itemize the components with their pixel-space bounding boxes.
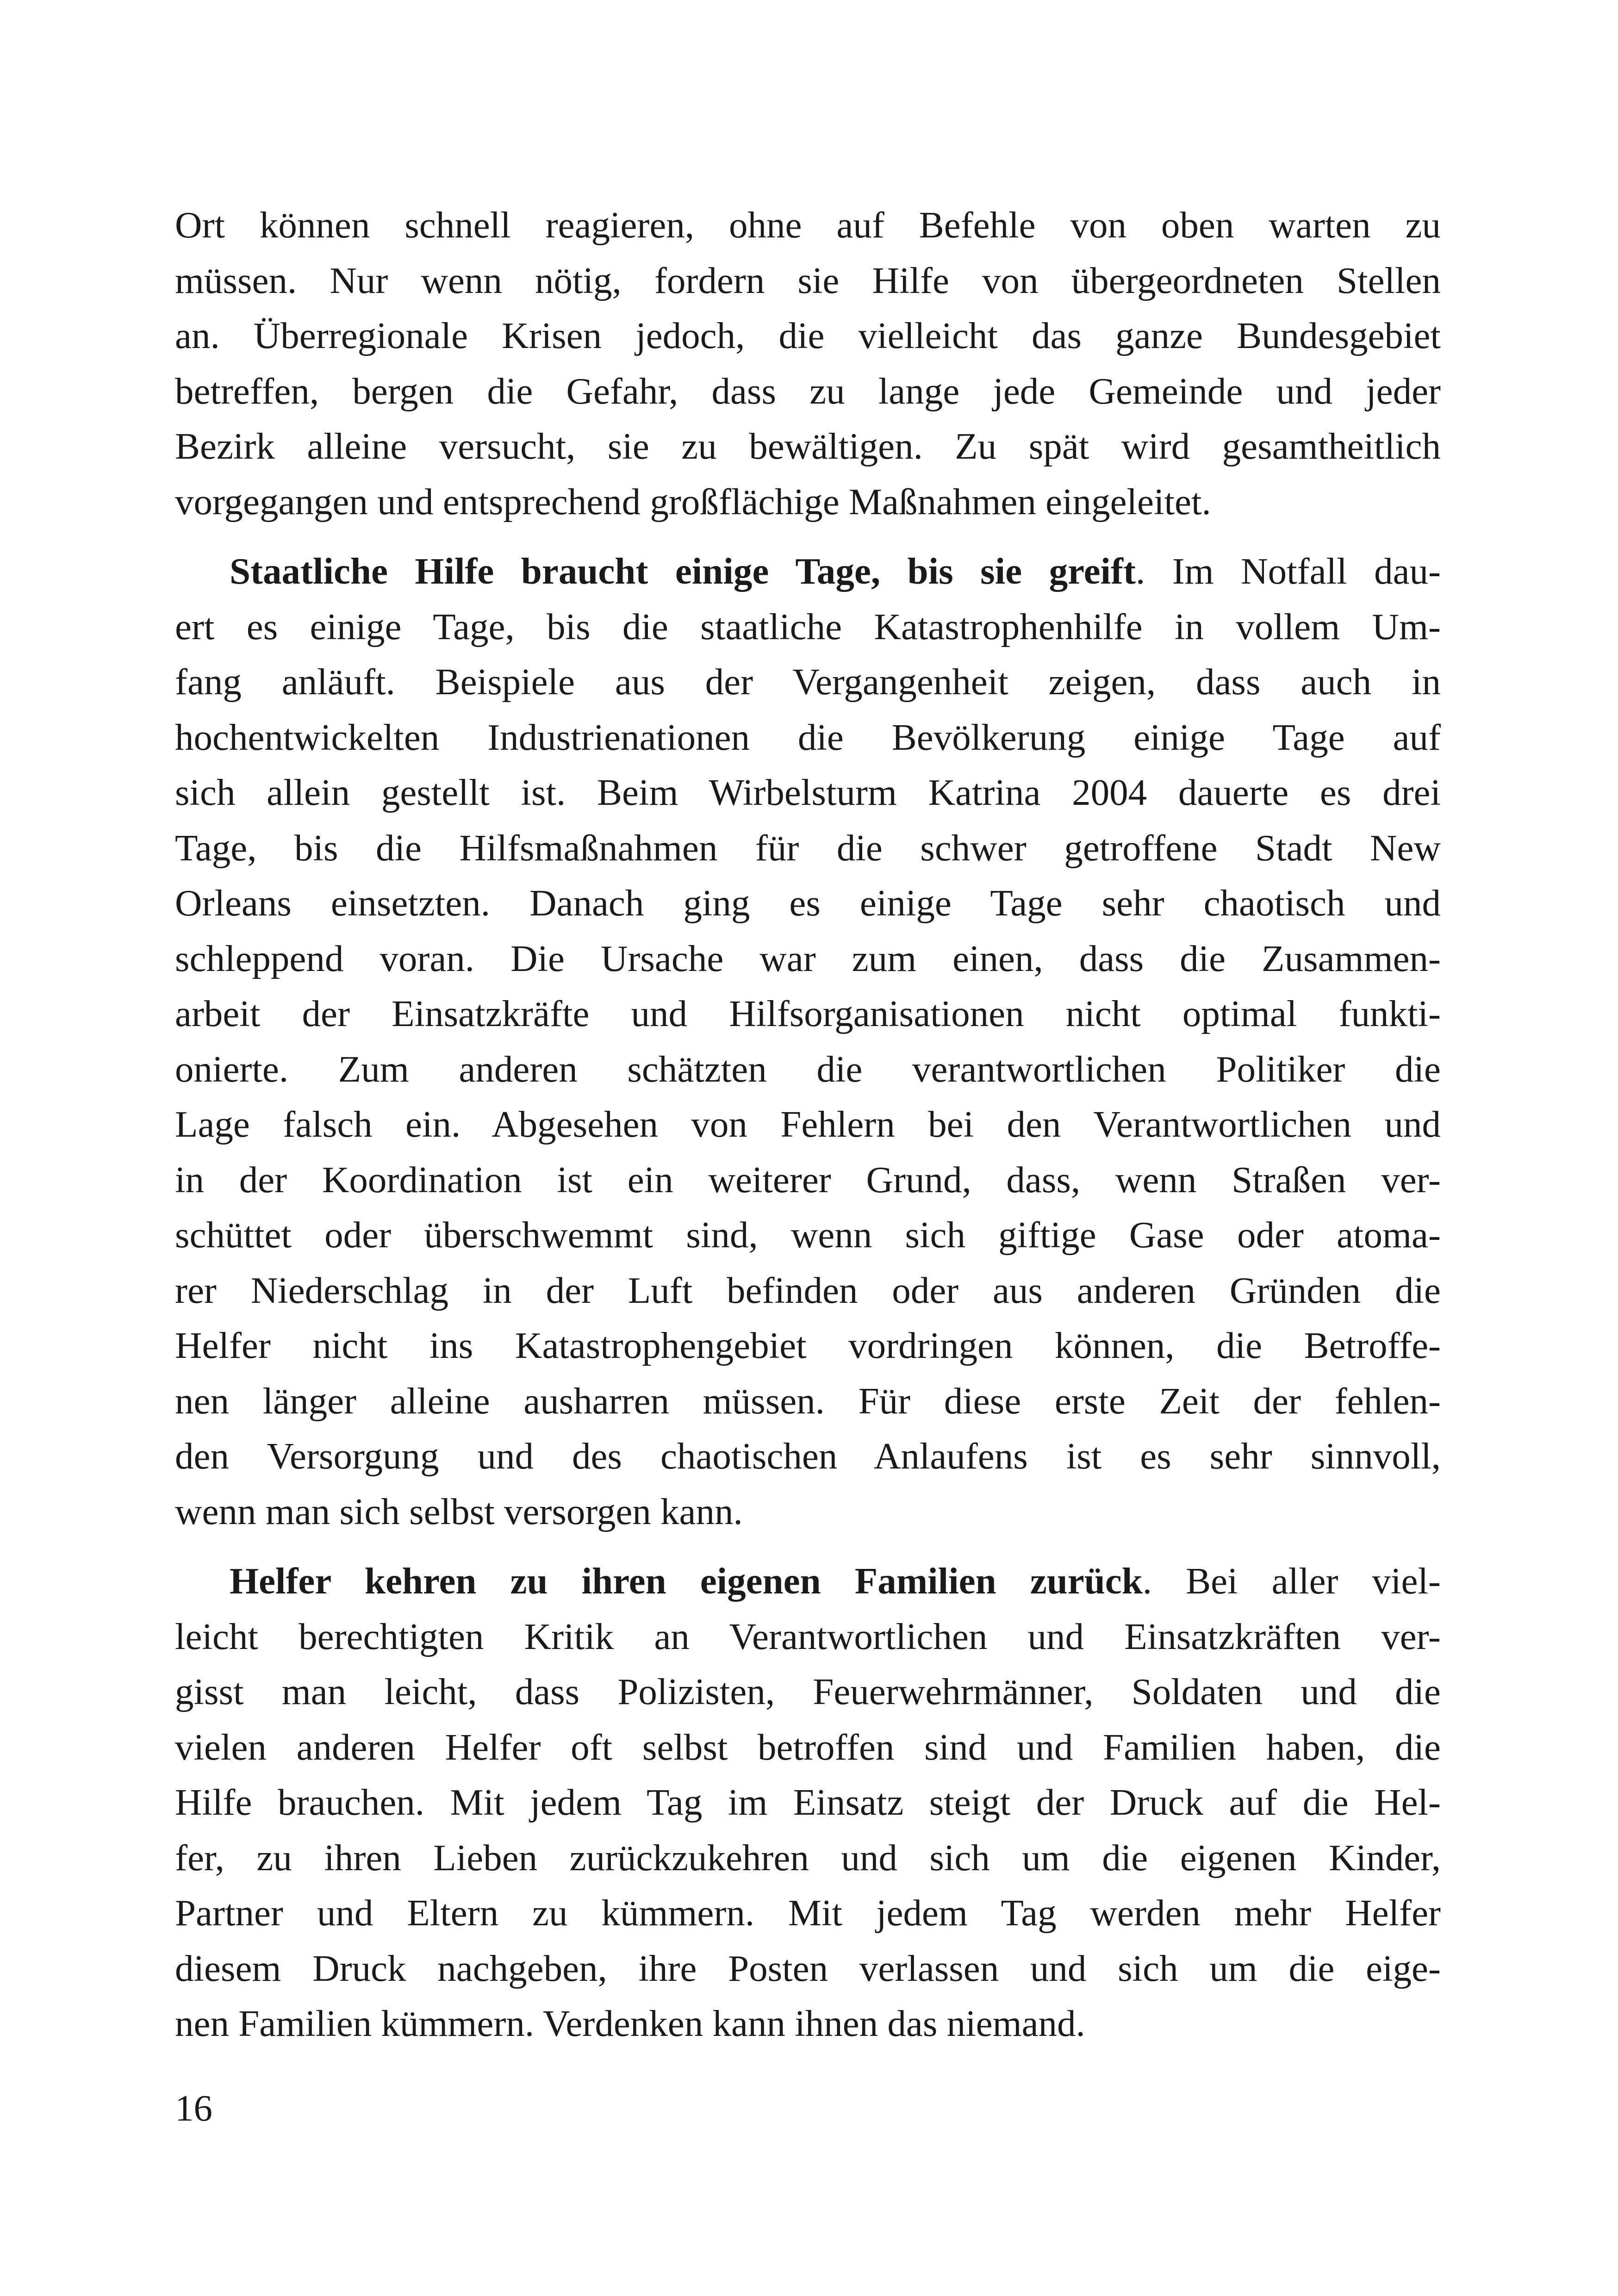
text-line: nen Familien kümmern. Verdenken kann ihnen das niemand.	[175, 2003, 1085, 2044]
text-line: vorgegangen und entsprechend großflächige Maßnahmen eingeleitet.	[175, 480, 1211, 523]
text-line: nen länger alleine ausharren müssen. Für diese erste Zeit der fehlen-	[175, 1380, 1441, 1422]
text-line: sich allein gestellt ist. Beim Wirbelsturm Katrina 2004 dauerte es drei	[175, 772, 1441, 813]
text-run: . Im Notfall dau-	[1135, 550, 1441, 592]
paragraph-first-line	[175, 1554, 1441, 1609]
text-line: Ort können schnell reagieren, ohne auf Befehle von oben warten zu	[175, 204, 1441, 246]
text-line: onierte. Zum anderen schätzten die verantwortlichen Politiker die	[175, 1048, 1441, 1090]
paragraph-heading: Staatliche Hilfe braucht einige Tage, bis sie greift	[230, 550, 1136, 592]
text-line: Bezirk alleine versucht, sie zu bewältigen. Zu spät wird gesamtheitlich	[175, 425, 1441, 467]
paragraph-2	[175, 544, 1441, 1539]
text-line: rer Niederschlag in der Luft befinden oder aus anderen Gründen die	[175, 1269, 1441, 1311]
text-line: Hilfe brauchen. Mit jedem Tag im Einsatz steigt der Druck auf die Hel-	[175, 1781, 1441, 1823]
text-line: den Versorgung und des chaotischen Anlaufens ist es sehr sinnvoll,	[175, 1435, 1441, 1477]
paragraph-first-line	[175, 544, 1441, 599]
text-line: fer, zu ihren Lieben zurückzukehren und sich um die eigenen Kinder,	[175, 1836, 1441, 1879]
page-number: 16	[175, 2087, 212, 2129]
text-line: ert es einige Tage, bis die staatliche Katastrophenhilfe in vollem Um-	[175, 605, 1441, 647]
text-line: hochentwickelten Industrienationen die Bevölkerung einige Tage auf	[175, 716, 1441, 758]
text-line: schleppend voran. Die Ursache war zum einen, dass die Zusammen-	[175, 937, 1441, 979]
text-line: Helfer nicht ins Katastrophengebiet vordringen können, die Betroffe-	[175, 1325, 1441, 1366]
text-line: wenn man sich selbst versorgen kann.	[175, 1490, 743, 1532]
text-line: fang anläuft. Beispiele aus der Vergangenheit zeigen, dass auch in	[175, 661, 1441, 703]
text-run: . Bei aller viel-	[1142, 1560, 1441, 1602]
text-line: arbeit der Einsatzkräfte und Hilfsorganisationen nicht optimal funkti-	[175, 993, 1441, 1034]
text-line: Tage, bis die Hilfsmaßnahmen für die schwer getroffene Stadt New	[175, 827, 1441, 869]
text-line: Orleans einsetzten. Danach ging es einige Tage sehr chaotisch und	[175, 882, 1441, 924]
text-line: müssen. Nur wenn nötig, fordern sie Hilfe von übergeordneten Stellen	[175, 259, 1441, 301]
text-line: gisst man leicht, dass Polizisten, Feuerwehrmänner, Soldaten und die	[175, 1671, 1441, 1712]
text-line: Partner und Eltern zu kümmern. Mit jedem Tag werden mehr Helfer	[175, 1892, 1441, 1934]
text-line: in der Koordination ist ein weiterer Grund, dass, wenn Straßen ver-	[175, 1158, 1441, 1201]
text-line: Lage falsch ein. Abgesehen von Fehlern bei den Verantwortlichen und	[175, 1103, 1441, 1145]
text-line: diesem Druck nachgeben, ihre Posten verlassen und sich um die eige-	[175, 1947, 1441, 1989]
paragraph-1	[175, 198, 1441, 529]
text-line: leicht berechtigten Kritik an Verantwortlichen und Einsatzkräften ver-	[175, 1615, 1441, 1657]
text-line: betreffen, bergen die Gefahr, dass zu lange jede Gemeinde und jeder	[175, 370, 1441, 412]
paragraph-3	[175, 1554, 1441, 2052]
text-line: vielen anderen Helfer oft selbst betroffen sind und Familien haben, die	[175, 1726, 1441, 1768]
text-line: an. Überregionale Krisen jedoch, die vielleicht das ganze Bundesgebiet	[175, 315, 1441, 356]
paragraph-heading: Helfer kehren zu ihren eigenen Familien zurück	[230, 1560, 1143, 1602]
text-line: schüttet oder überschwemmt sind, wenn sich giftige Gase oder atoma-	[175, 1214, 1441, 1256]
